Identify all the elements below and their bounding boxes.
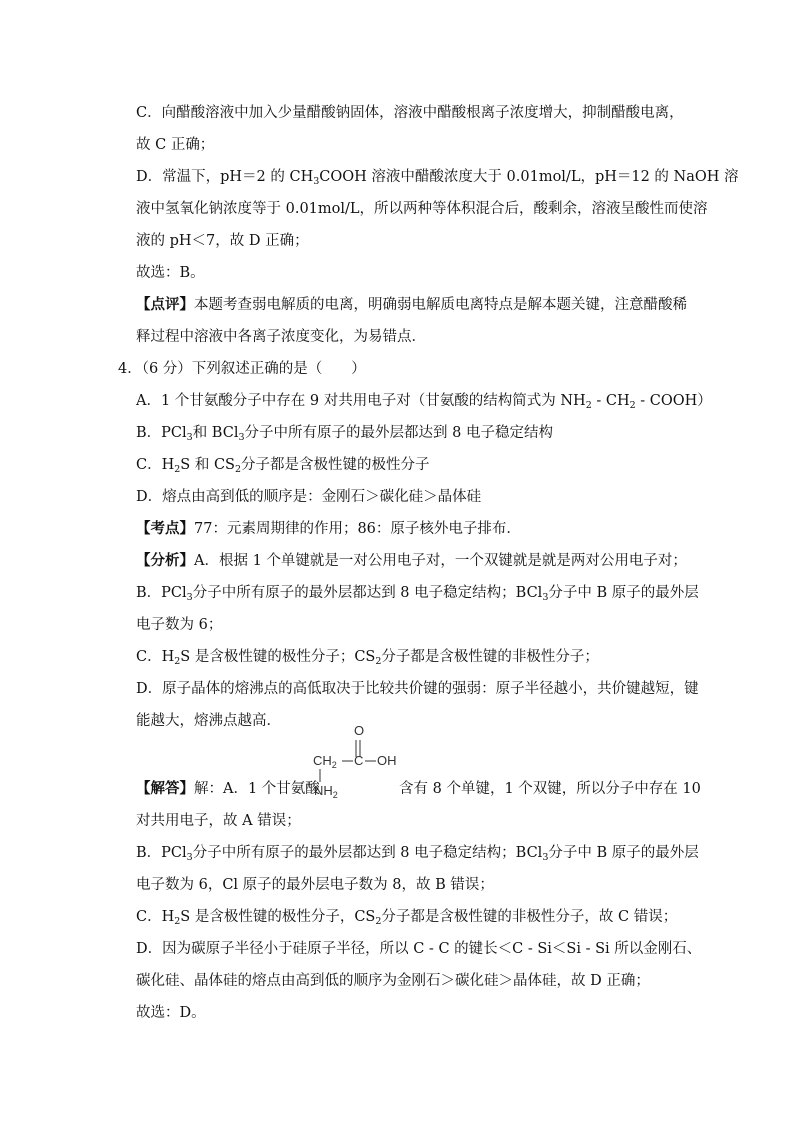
prev-comment-line1: 【点评】本题考查弱电解质的电离，明确弱电解质电离特点是解本题关键，注意醋酸稀 — [136, 296, 687, 313]
jieda-answer-choice: 故选：D。 — [136, 1005, 206, 1021]
prev-option-c-line2: 故 C 正确； — [136, 137, 215, 153]
fenxi-line-b1: B．PCl$_3$分子中所有原子的最外层都达到 8 电子稳定结构；BCl$_3$分子中 B 原子的最外层 — [136, 585, 699, 603]
carbon-atom-label: C — [354, 753, 364, 768]
jieda-line-a1: 【解答】解：A．1 个甘氨酸 — [136, 780, 320, 797]
fenxi-tag: 【分析】 — [136, 552, 194, 569]
question-4-option-d: D．熔点由高到低的顺序是：金刚石＞碳化硅＞晶体硅 — [136, 489, 482, 505]
nh2-group-label: $NH_2$ — [314, 783, 338, 800]
oxygen-atom-label: O — [354, 723, 365, 738]
kaodian-tag: 【考点】 — [136, 520, 194, 537]
jieda-line-b1: B．PCl$_3$分子中所有原子的最外层都达到 8 电子稳定结构；BCl$_3$分子中 B 原子的最外层 — [136, 845, 699, 863]
fenxi-line-c: C．$H_2S$ 是含极性键的极性分子；$CS_2$分子都是含极性键的非极性分子； — [136, 649, 599, 667]
hydroxyl-group-label: OH — [377, 753, 397, 768]
question-4-option-a: A．1 个甘氨酸分子中存在 9 对共用电子对（甘氨酸的结构简式为 $NH_2 - CH_2$ - COOH） — [136, 393, 712, 411]
prev-option-d-line2: 液中氢氧化钠浓度等于 0.01mol/L，所以两种等体积混合后，酸剩余，溶液呈酸性而使溶 — [136, 201, 708, 217]
jieda-line-b2: 电子数为 6，Cl 原子的最外层电子数为 8，故 B 错误； — [136, 877, 494, 893]
fenxi-line-d1: D．原子晶体的熔沸点的高低取决于比较共价键的强弱：原子半径越小，共价键越短，键 — [136, 681, 699, 697]
prev-answer-choice: 故选：B。 — [136, 265, 205, 281]
prev-comment-line2: 释过程中溶液中各离子浓度变化，为易错点． — [136, 329, 426, 345]
jieda-line-d2: 碳化硅、晶体硅的熔点由高到低的顺序为金刚石＞碳化硅＞晶体硅，故 D 正确； — [136, 973, 650, 989]
jieda-line-c: C．$H_2S$ 是含极性键的极性分子，$CS_2$分子都是含极性键的非极性分子，故 C 错误； — [136, 909, 678, 927]
jieda-line-a1-continued: 含有 8 个单键，1 个双键，所以分子中存在 10 — [399, 781, 701, 797]
jieda-tag: 【解答】 — [136, 780, 194, 797]
jieda-line-a2: 对共用电子，故 A 错误； — [136, 813, 301, 829]
prev-option-c-line1: C．向醋酸溶液中加入少量醋酸钠固体，溶液中醋酸根离子浓度增大，抑制醋酸电离， — [136, 105, 684, 121]
fenxi-line-d2: 能越大，熔沸点越高． — [136, 713, 281, 729]
glycine-structure-diagram — [310, 720, 400, 802]
prev-option-d-line3: 液的 pH＜7，故 D 正确； — [136, 233, 309, 249]
ch2-group-label: $CH_2$ — [313, 753, 337, 770]
fenxi-line-a: 【分析】A．根据 1 个单键就是一对公用电子对，一个双键就是就是两对公用电子对； — [136, 552, 687, 569]
fenxi-line-b2: 电子数为 6； — [136, 617, 223, 633]
jieda-line-d1: D．因为碳原子半径小于硅原子半径，所以 C - C 的键长＜C - Si＜Si - Si 所以金刚石、 — [136, 941, 702, 957]
question-4-option-b: B．PCl$_3$和 BCl$_3$分子中所有原子的最外层都达到 8 电子稳定结构 — [136, 425, 553, 443]
comment-tag: 【点评】 — [136, 296, 194, 313]
kaodian-line: 【考点】77：元素周期律的作用；86：原子核外电子排布． — [136, 520, 521, 537]
prev-option-d-line1: D．常温下，pH＝2 的 $CH_3COOH$ 溶液中醋酸浓度大于 0.01mol/L，pH＝12 的 NaOH 溶 — [136, 169, 739, 187]
question-4-stem: 4．（6 分）下列叙述正确的是（ ） — [118, 361, 366, 377]
question-4-option-c: C．$H_2S$ 和 $CS_2$分子都是含极性键的极性分子 — [136, 457, 430, 475]
